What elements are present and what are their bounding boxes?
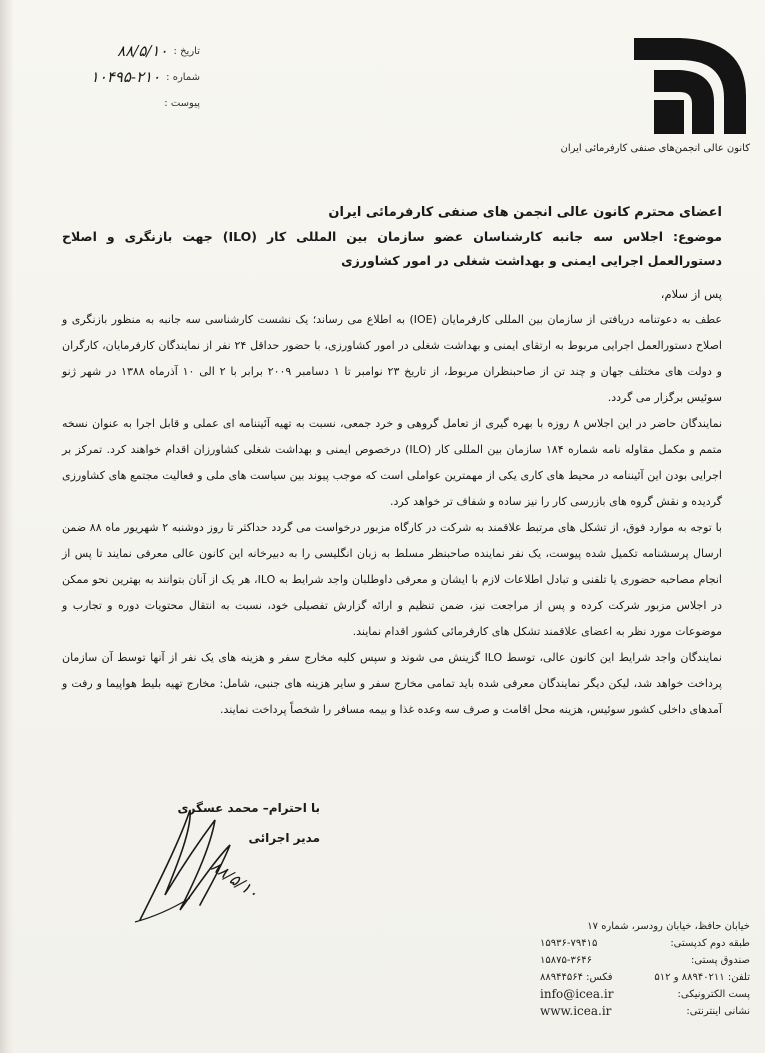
contact-block (540, 918, 750, 1020)
organization-name: کانون عالی انجمن‌های صنفی کارفرمائی ایران (560, 143, 750, 154)
contact-postcode: طبقه دوم کدپستی: ۱۵۹۳۶-۷۹۴۱۵ (540, 938, 750, 949)
signature-closing: با احترام– محمد عسگری (177, 801, 320, 815)
attachment-row (60, 90, 200, 116)
letter-meta (60, 38, 200, 116)
date-label: تاریخ : (173, 45, 200, 57)
paragraph-2: نمایندگان حاضر در این اجلاس ۸ روزه با بهره گیری از تعامل گروهی و خرد جمعی، نسبت به تهیه آئیننامه ای عملی و قابل اجرا به عنوان نسخه متمم و مکمل مقاوله نامه شماره ۱۸۴ سازمان بین المللی کار (ILO) درخصوص ایمنی و بهداشت شغلی کشاورزان اقدام خواهند کرد. تمرکز بر اجرایی بودن این آئیننامه در محیط های کاری یکی از مهمترین عواملی است که موجب پیوند بین سیاست های ملی و فعالیت مجتمع های کشاورزی گردیده و نقش گروه های بازرسی کار را نیز ساده و شفاف تر خواهد کرد. (62, 417, 722, 508)
number-value: ۱۰۴۹۵-۲۱۰ (90, 68, 161, 86)
attachment-label: پیوست : (164, 97, 200, 109)
letter-addressee: اعضای محترم کانون عالی انجمن های صنفی کارفرمائی ایران (328, 205, 722, 220)
letter-subject: موضوع: اجلاس سه جانبه کارشناسان عضو سازمان بین المللی کار (ILO) جهت بازنگری و اصلاح دستورالعمل اجرایی ایمنی و بهداشت شغلی در امور کشاورزی (62, 229, 722, 268)
contact-web: نشانی اینترنتی: www.icea.ir (540, 1004, 750, 1018)
contact-phone: تلفن: ۸۸۹۴۰۲۱۱ و ۵۱۲ فکس: ۸۸۹۴۴۵۶۴ (540, 972, 750, 983)
scan-edge (0, 0, 14, 1053)
handwritten-signature-icon (120, 800, 270, 930)
number-label: شماره : (166, 71, 200, 83)
number-row (60, 64, 200, 90)
contact-address: خیابان حافظ، خیابان رودسر، شماره ۱۷ (587, 921, 750, 932)
letter-body (62, 205, 722, 723)
date-row (60, 38, 200, 64)
organization-logo-icon (628, 36, 748, 136)
paragraph-1: عطف به دعوتنامه دریافتی از سازمان بین المللی کارفرمایان (IOE) به اطلاع می رساند؛ یک نشست کارشناسی سه جانبه به منظور بازنگری و اصلاح دستورالعمل اجرایی مربوط به ارتقای ایمنی و بهداشت شغلی در امور کشاورزی، با حضور حداقل ۲۴ نفر از نمایندگان کارفرمایان، کارگران و دولت های مختلف جهان و چند تن از صاحبنظران مربوط، از تاریخ ۲۳ نوامبر تا ۱ دسامبر ۲۰۰۹ برابر با ۲ الی ۱۰ آذرماه ۱۳۸۸ در شهر ژنو سوئیس برگزار می گردد. (62, 313, 722, 404)
signature-date: ۸۸/۵/۱۰ (207, 856, 263, 903)
paragraph-3: با توجه به موارد فوق، از تشکل های مرتبط علاقمند به شرکت در کارگاه مزبور درخواست می گردد حداکثر تا روز دوشنبه ۲ شهریور ماه ۸۸ ضمن ارسال پرسشنامه تکمیل شده پیوست، یک نفر نماینده صاحبنظر مسلط به زبان انگلیسی را به دبیرخانه این کانون عالی معرفی نمایند تا پس از انجام مصاحبه حضوری یا تلفنی و تبادل اطلاعات لازم با ایشان و معرفی داوطلبان واجد شرایط به ILO، هر یک از آنان بتوانند به بهترین نحو ممکن در اجلاس مزبور شرکت کرده و پس از مراجعت نیز، ضمن تنظیم و ارائه گزارش تفصیلی خود، نسبت به انتقال محتویات دوره و تجارب و موضوعات مورد نظر به اعضای علاقمند تشکل های کارفرمائی کشور اقدام نمایند. (62, 521, 722, 638)
website-link[interactable]: www.icea.ir (540, 1004, 612, 1018)
date-value: ۸۸/۵/۱۰ (117, 42, 168, 60)
paragraph-4: نمایندگان واجد شرایط این کانون عالی، توسط ILO گزینش می شوند و سپس کلیه مخارج سفر و هزینه های یک نفر از آنها توسط آن سازمان پرداخت خواهد شد، لیکن دیگر نمایندگان معرفی شده باید تمامی مخارج سفر و سایر هزینه های جنبی، شامل: مخارج تهیه بلیط هواپیما و رفت و آمدهای داخلی کشور سوئیس، هزینه محل اقامت و صرف سه وعده غذا و بیمه مسافر را شخصاً پرداخت نمایند. (62, 651, 722, 716)
contact-pobox: صندوق پستی: ۱۵۸۷۵-۳۶۴۶ (540, 955, 750, 966)
letter-greeting: پس از سلام، (660, 287, 722, 301)
signature-title: مدیر اجرائی (248, 831, 320, 845)
contact-email: پست الکترونیکی: info@icea.ir (540, 987, 750, 1001)
email-link[interactable]: info@icea.ir (540, 987, 614, 1001)
